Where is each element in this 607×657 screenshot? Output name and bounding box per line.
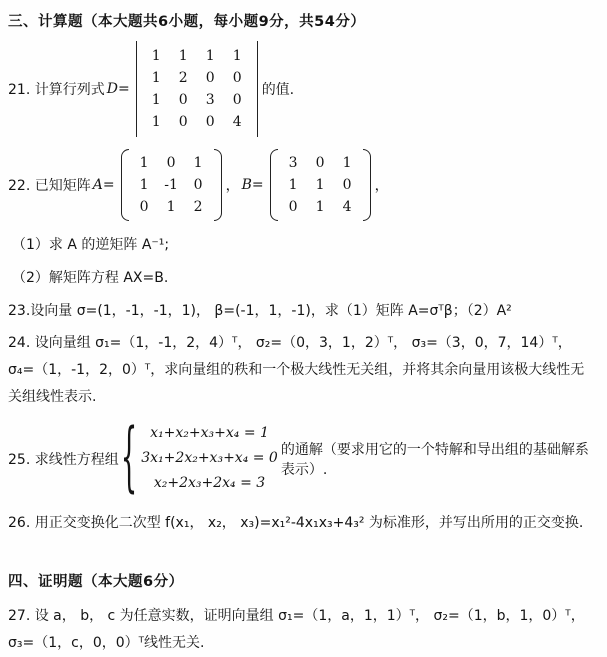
q22-label: 22. 已知矩阵 [8,178,91,194]
q22-matrix-a-lhs: A= [92,177,115,193]
matrix-cell: 0 [315,155,325,171]
matrix-row [131,196,212,218]
matrix-cell: 2 [193,199,203,215]
question-24: 24. 设向量组 σ₁=（1，-1，2，4）ᵀ， σ₂=（0，3，1，2）ᵀ， σ₃=（3，0，7，14）ᵀ， σ₄=（1，-1，2，0）ᵀ，求向量组的秩和一个极大线性无关组，并将其余向量用该极大线性无关组线性表示. [8,335,585,405]
matrix-cell: -1 [164,177,178,193]
matrix-a-grid [129,149,214,221]
left-brace [121,415,138,502]
matrix-row [131,174,212,196]
right-paren [363,149,371,221]
matrix-cell: 1 [315,199,325,215]
matrix-cell: 4 [232,114,242,130]
matrix-cell: 0 [205,114,215,130]
matrix-cell: 1 [178,48,188,64]
matrix-cell: 1 [342,155,352,171]
equation-line: x₂+2x₃+2x₄ = 3 [153,475,266,491]
q22-tail: ， [374,178,389,194]
right-paren [214,149,222,221]
matrix-cell: 1 [151,70,161,86]
matrix-cell: 0 [178,114,188,130]
matrix-cell: 1 [166,199,176,215]
left-paren [121,149,129,221]
matrix-cell: 0 [288,199,298,215]
q21-determinant [136,41,258,137]
question-21 [8,41,597,137]
matrix-cell: 0 [205,70,215,86]
matrix-cell: 0 [232,92,242,108]
matrix-cell: 1 [315,177,325,193]
matrix-cell: 1 [139,177,149,193]
matrix-cell: 0 [193,177,203,193]
matrix-cell: 3 [288,155,298,171]
q21-suffix: 的值. [261,82,295,98]
matrix-row [143,45,251,67]
q22-matrix-b [270,149,371,221]
q21-label: 21. 计算行列式 [8,82,105,98]
section-calc-title: 三、计算题（本大题共6小题，每小题9分，共54分） [8,14,366,30]
matrix-cell: 1 [205,48,215,64]
q22-matrix-a [121,149,222,221]
question-22 [8,149,597,221]
matrix-cell: 1 [151,48,161,64]
matrix-cell: 4 [342,199,352,215]
matrix-b-grid [278,149,363,221]
q22-separator: ， [225,178,240,194]
q25-suffix: 的通解（要求用它的一个特解和导出组的基础解系表示）. [280,441,589,478]
matrix-row [280,174,361,196]
matrix-cell: 3 [205,92,215,108]
q22-matrix-b-lhs: B= [241,177,264,193]
matrix-cell: 1 [232,48,242,64]
matrix-row [143,67,251,89]
matrix-row [143,89,251,111]
question-27: 27. 设 a， b， c 为任意实数，证明向量组 σ₁=（1，a，1，1）ᵀ， σ₂=（1，b，1，0）ᵀ， σ₃=（1，c，0，0）ᵀ线性无关. [8,608,585,651]
matrix-row [143,111,251,133]
matrix-cell: 1 [288,177,298,193]
left-paren [270,149,278,221]
section-proof-title: 四、证明题（本大题6分） [8,574,184,590]
matrix-cell: 0 [342,177,352,193]
matrix-cell: 2 [178,70,188,86]
q25-equation-system [141,421,278,496]
matrix-cell: 0 [178,92,188,108]
matrix-cell: 0 [166,155,176,171]
matrix-cell: 1 [139,155,149,171]
q25-label: 25. 求线性方程组 [8,451,119,468]
matrix-cell: 1 [151,92,161,108]
q21-lhs: D= [106,81,130,97]
matrix-cell: 1 [151,114,161,130]
question-25 [8,421,597,496]
matrix-cell: 0 [139,199,149,215]
equation-line: 3x₁+2x₂+x₃+x₄ = 0 [141,450,278,466]
question-23: 23.设向量 σ=(1，-1，-1，1)， β=(-1，1，-1)，求（1）矩阵 A=σᵀβ；（2）A² [8,303,512,319]
equation-line: x₁+x₂+x₃+x₄ = 1 [150,425,269,441]
q22-part2: （2）解矩阵方程 AX=B. [12,270,169,286]
matrix-cell: 0 [232,70,242,86]
matrix-row [131,152,212,174]
matrix-row [280,152,361,174]
question-26: 26. 用正交变换化二次型 f(x₁， x₂， x₃)=x₁²-4x₁x₃+4₃² 为标准形，并写出所用的正交变换. [8,515,584,531]
matrix-cell: 1 [193,155,203,171]
q22-part1: （1）求 A 的逆矩阵 A⁻¹; [12,237,170,253]
matrix-row [280,196,361,218]
